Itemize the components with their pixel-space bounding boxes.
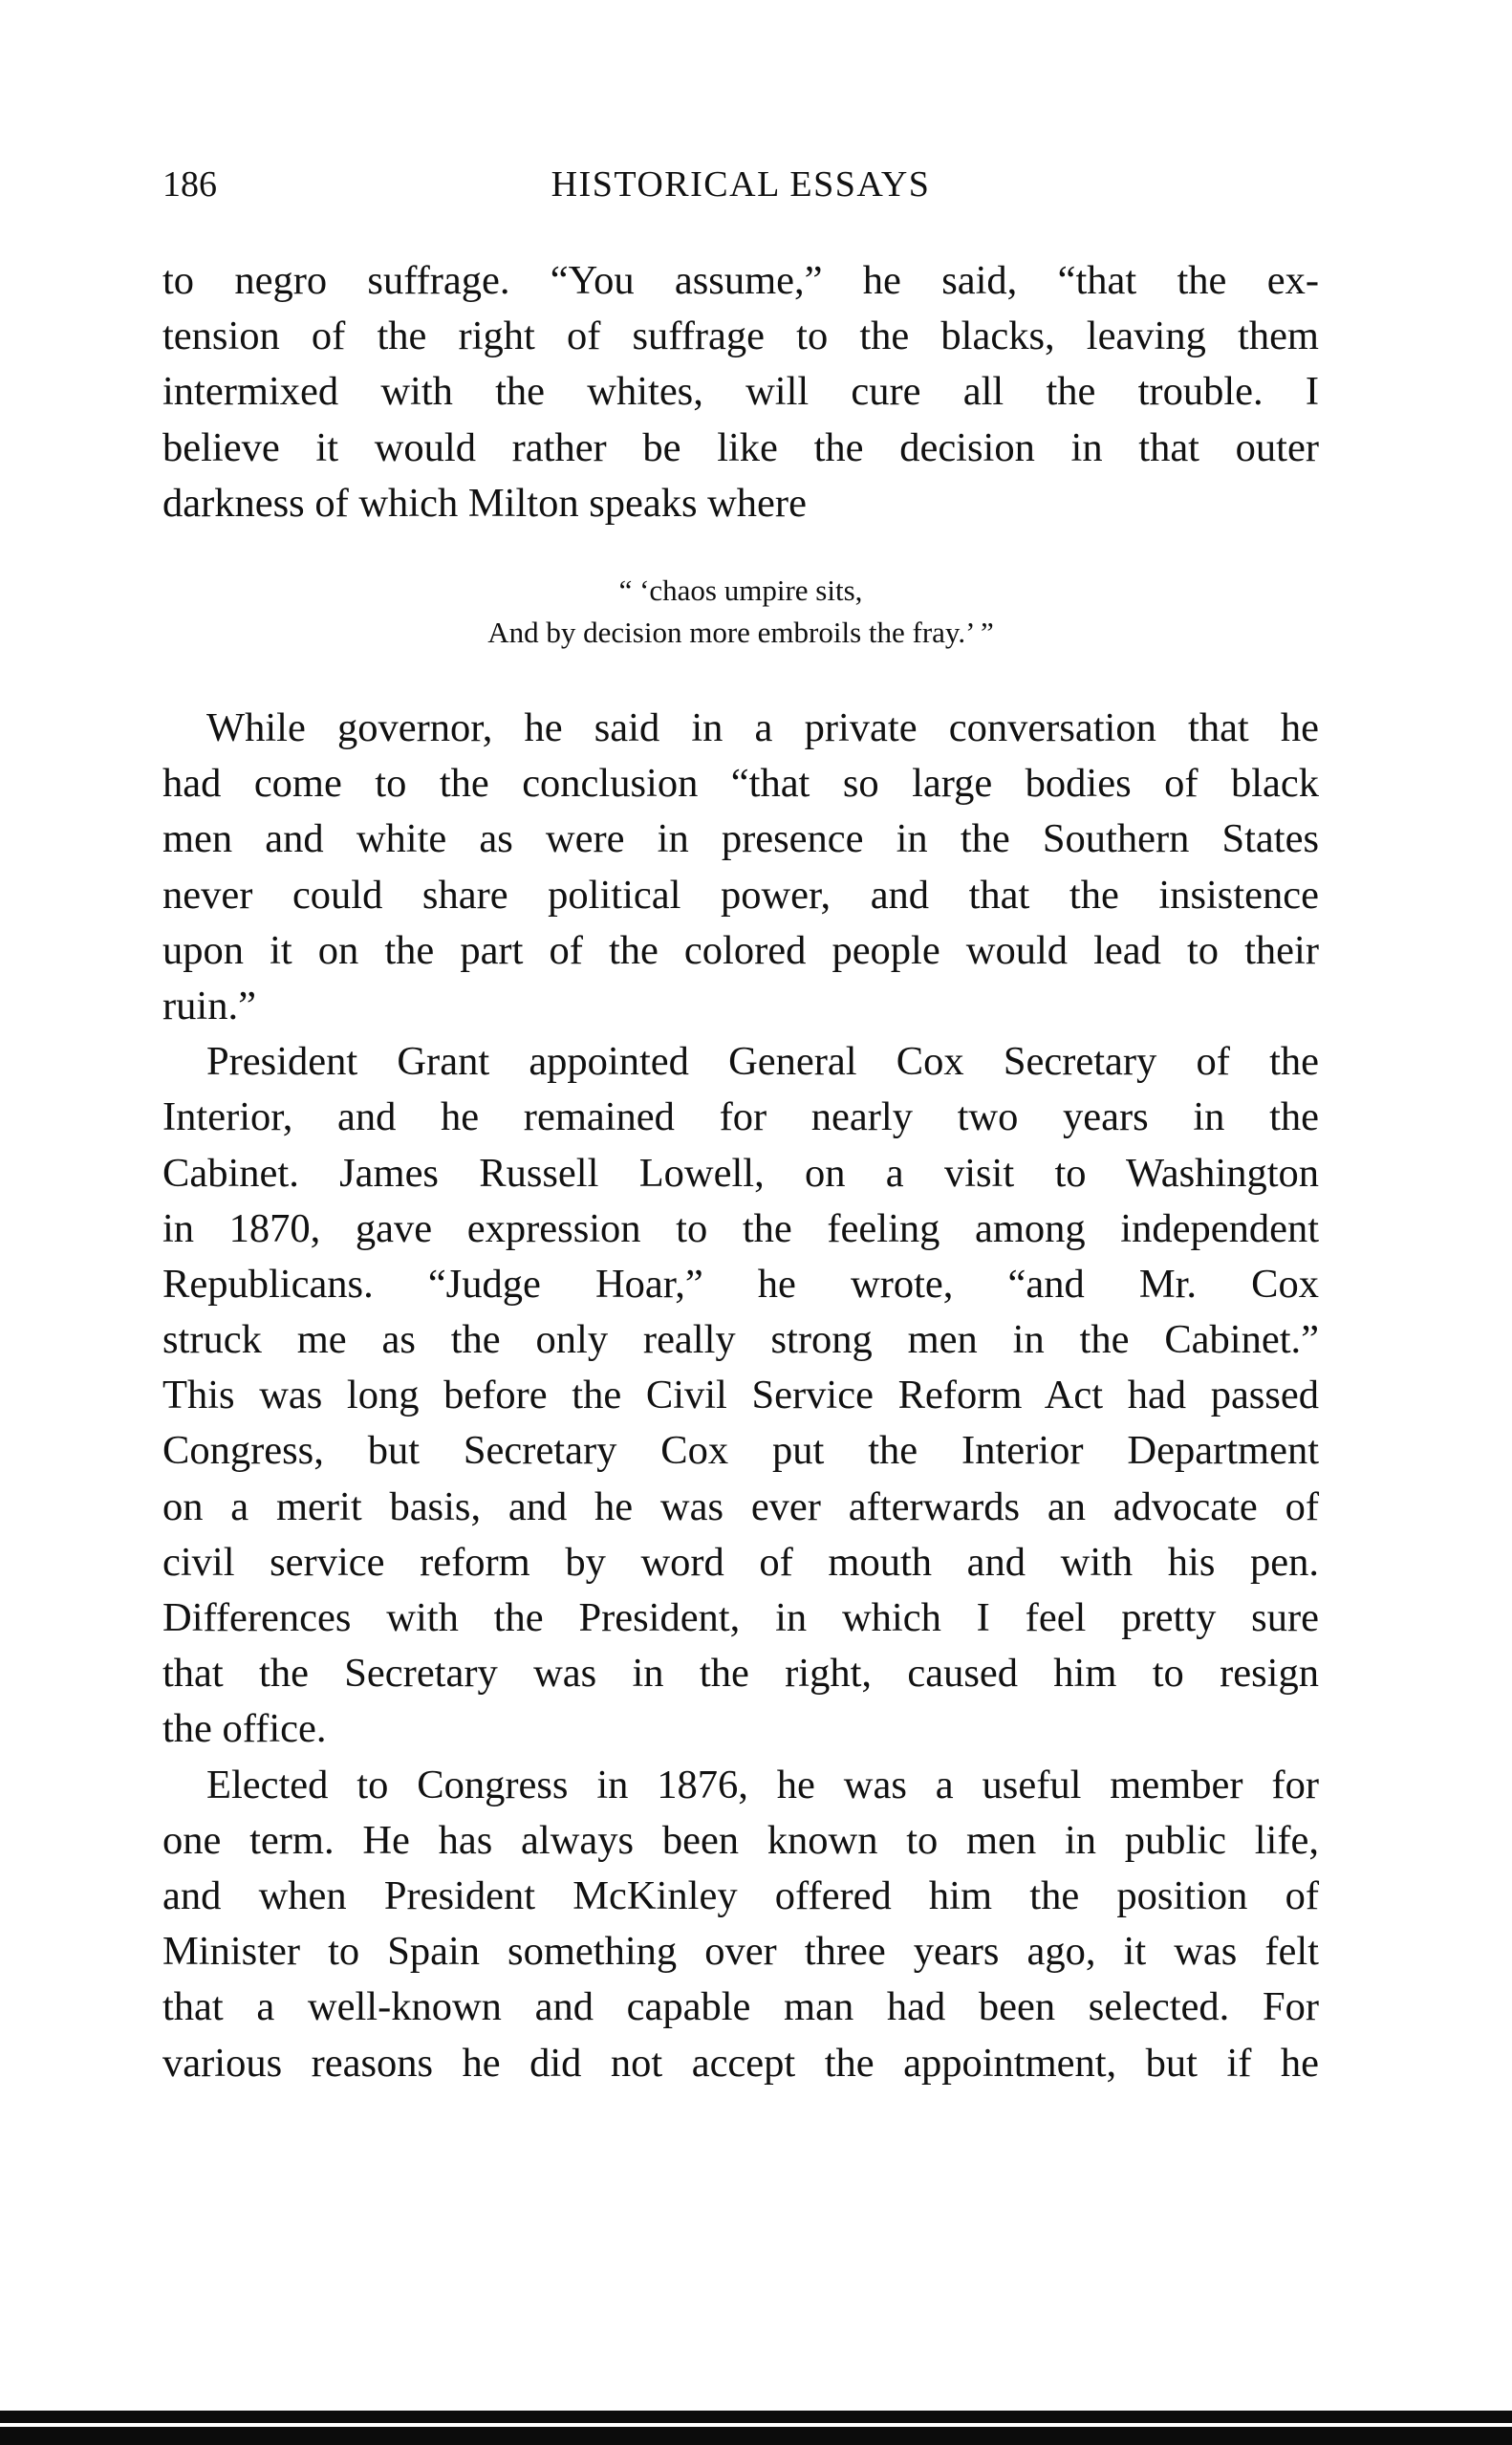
text-line: Congress, but Secretary Cox put the Interior Department	[162, 1428, 1319, 1474]
paragraph-3	[162, 1034, 1319, 1757]
text-line: the office.	[162, 1706, 327, 1752]
page-bottom-edge-gap	[0, 2423, 1512, 2427]
running-title: HISTORICAL ESSAYS	[551, 164, 931, 205]
text-line: upon it on the part of the colored people would lead to their	[162, 927, 1319, 973]
text-line: struck me as the only really strong men in the Cabinet.”	[162, 1317, 1319, 1363]
text-line: believe it would rather be like the decision in that outer	[162, 424, 1319, 470]
text-line: in 1870, gave expression to the feeling among independent	[162, 1205, 1319, 1251]
text-line: never could share political power, and that the insistence	[162, 872, 1319, 918]
paragraph-1	[162, 253, 1319, 531]
text-line: This was long before the Civil Service Reform Act had passed	[162, 1373, 1319, 1418]
text-line: on a merit basis, and he was ever afterwards an advocate of	[162, 1483, 1319, 1529]
text-line: men and white as were in presence in the Southern States	[162, 816, 1319, 862]
text-line: that the Secretary was in the right, caused him to resign	[162, 1651, 1319, 1697]
text-line: tension of the right of suffrage to the blacks, leaving them	[162, 314, 1319, 359]
text-line: Differences with the President, in which I feel pretty sure	[162, 1595, 1319, 1640]
quote-line: “ ‘chaos umpire sits,	[618, 573, 863, 607]
text-line: various reasons he did not accept the appointment, but if he	[162, 2040, 1319, 2086]
text-line: darkness of which Milton speaks where	[162, 480, 807, 526]
text-line: to negro suffrage. “You assume,” he said, “that the ex-	[162, 258, 1319, 303]
text-line: President Grant appointed General Cox Secretary of the	[206, 1039, 1319, 1085]
text-line: one term. He has always been known to men in public life,	[162, 1817, 1319, 1863]
page-bottom-edge	[0, 2411, 1512, 2445]
page-number: 186	[162, 164, 217, 205]
text-line: While governor, he said in a private conversation that he	[206, 705, 1319, 750]
text-line: that a well-known and capable man had been selected. For	[162, 1984, 1319, 2030]
paragraph-4	[162, 1758, 1319, 2091]
text-line: Minister to Spain something over three years ago, it was felt	[162, 1929, 1319, 1975]
text-line: had come to the conclusion “that so large bodies of black	[162, 761, 1319, 807]
text-line: Interior, and he remained for nearly two years in the	[162, 1094, 1319, 1140]
text-line: Cabinet. James Russell Lowell, on a visit to Washington	[162, 1150, 1319, 1196]
text-line: intermixed with the whites, will cure all the trouble. I	[162, 369, 1319, 415]
block-quote	[162, 570, 1319, 654]
body-text	[162, 701, 1319, 2091]
running-head	[162, 161, 1319, 208]
text-line: Republicans. “Judge Hoar,” he wrote, “and Mr. Cox	[162, 1261, 1319, 1307]
quote-line: And by decision more embroils the fray.’ ”	[487, 616, 994, 649]
text-line: civil service reform by word of mouth and with his pen.	[162, 1539, 1319, 1585]
text-line: ruin.”	[162, 983, 256, 1028]
paragraph-2	[162, 701, 1319, 1034]
text-line: Elected to Congress in 1876, he was a useful member for	[206, 1762, 1319, 1807]
text-line: and when President McKinley offered him the position of	[162, 1872, 1319, 1918]
